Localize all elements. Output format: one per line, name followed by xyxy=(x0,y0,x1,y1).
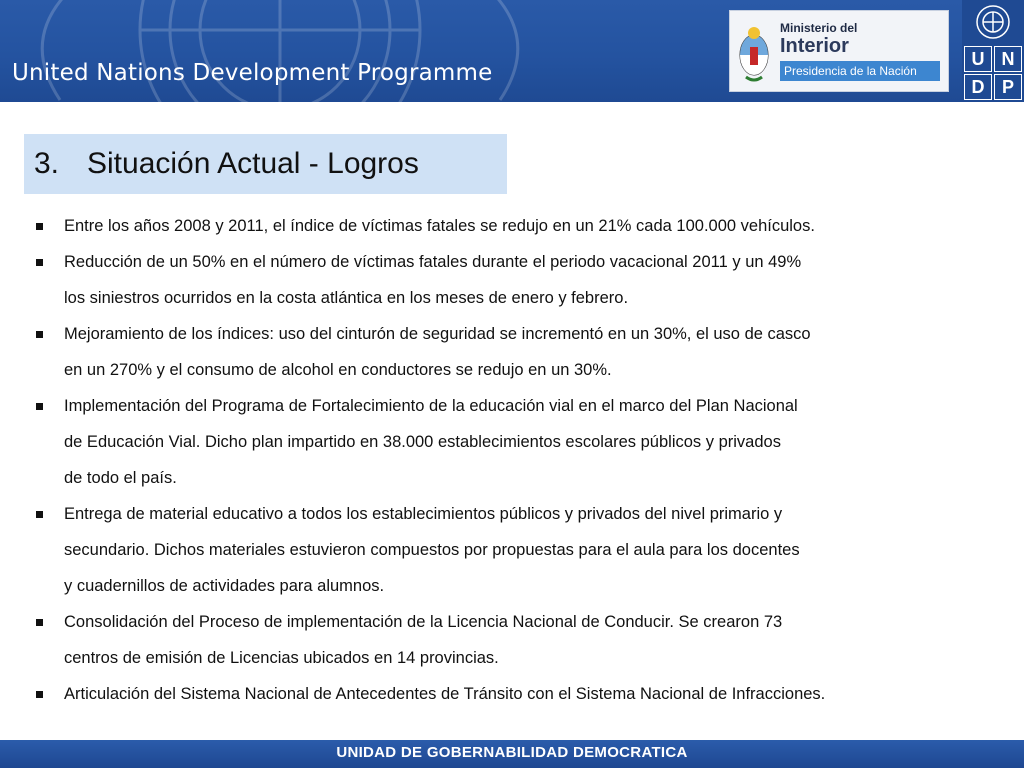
list-item-line: Articulación del Sistema Nacional de Antecedentes de Tránsito con el Sistema Nacional de Infracciones. xyxy=(64,685,826,703)
ministry-logo xyxy=(729,10,949,92)
bullet-square-icon xyxy=(36,511,43,518)
bullet-square-icon xyxy=(36,259,43,266)
list-item-line: Consolidación del Proceso de implementación de la Licencia Nacional de Conducir. Se crearon 73 xyxy=(64,613,783,631)
achievements-list xyxy=(36,208,996,712)
list-item xyxy=(36,604,996,676)
section-heading xyxy=(24,134,507,194)
list-item-line: Entrega de material educativo a todos los establecimientos públicos y privados del nivel primario y xyxy=(64,505,783,523)
undp-letter-d: D xyxy=(964,74,992,100)
undp-letter-u: U xyxy=(964,46,992,72)
undp-logo xyxy=(962,0,1024,102)
list-item-line: Reducción de un 50% en el número de víctimas fatales durante el periodo vacacional 2011 y un 49% xyxy=(64,253,802,271)
bullet-square-icon xyxy=(36,331,43,338)
list-item-line: Implementación del Programa de Fortalecimiento de la educación vial en el marco del Plan Nacional xyxy=(64,397,798,415)
list-item xyxy=(36,388,996,496)
bullet-square-icon xyxy=(36,691,43,698)
header-banner xyxy=(0,0,1024,102)
footer-text: UNIDAD DE GOBERNABILIDAD DEMOCRATICA xyxy=(336,744,688,761)
undp-letter-grid xyxy=(964,46,1022,100)
bullet-square-icon xyxy=(36,619,43,626)
list-item xyxy=(36,316,996,388)
footer-bar xyxy=(0,740,1024,768)
bullet-square-icon xyxy=(36,223,43,230)
banner-title: United Nations Development Programme xyxy=(12,60,493,86)
ministry-line2: Interior xyxy=(780,35,849,57)
list-item-line: en un 270% y el consumo de alcohol en conductores se redujo en un 30%. xyxy=(64,361,612,379)
section-title: Situación Actual - Logros xyxy=(87,147,419,180)
ministry-line1: Ministerio del xyxy=(780,21,858,35)
list-item-line: de Educación Vial. Dicho plan impartido en 38.000 establecimientos escolares públicos y privados xyxy=(64,433,781,451)
list-item xyxy=(36,676,996,712)
undp-letter-n: N xyxy=(994,46,1022,72)
un-wreath-watermark xyxy=(0,0,560,102)
list-item xyxy=(36,496,996,604)
list-item-line: Mejoramiento de los índices: uso del cinturón de seguridad se incrementó en un 30%, el uso de casco xyxy=(64,325,811,343)
section-number: 3. xyxy=(34,147,60,180)
list-item xyxy=(36,244,996,316)
ministry-line3: Presidencia de la Nación xyxy=(780,61,940,81)
list-item-line: centros de emisión de Licencias ubicados en 14 provincias. xyxy=(64,649,499,667)
bullet-square-icon xyxy=(36,403,43,410)
list-item-line: y cuadernillos de actividades para alumnos. xyxy=(64,577,385,595)
list-item-line: los siniestros ocurridos en la costa atlántica en los meses de enero y febrero. xyxy=(64,289,629,307)
argentina-coat-of-arms-icon xyxy=(736,17,772,85)
undp-letter-p: P xyxy=(994,74,1022,100)
ministry-text xyxy=(780,17,944,85)
list-item xyxy=(36,208,996,244)
list-item-line: secundario. Dichos materiales estuvieron compuestos por propuestas para el aula para los docentes xyxy=(64,541,800,559)
list-item-line: Entre los años 2008 y 2011, el índice de víctimas fatales se redujo en un 21% cada 100.000 vehículos. xyxy=(64,217,815,235)
un-emblem-icon xyxy=(975,4,1011,40)
list-item-line: de todo el país. xyxy=(64,469,177,487)
